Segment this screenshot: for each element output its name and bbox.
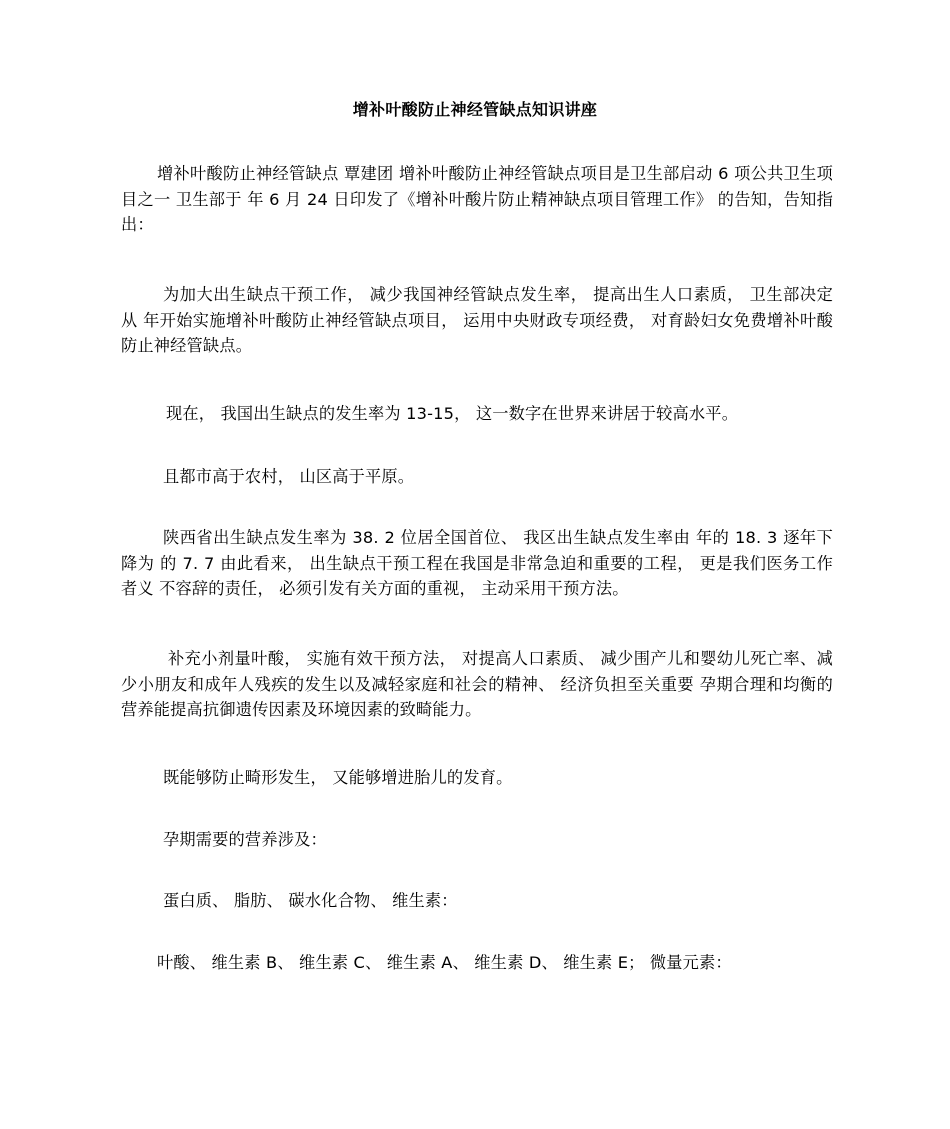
paragraph-city-rural: 且都市高于农村， 山区高于平原。	[163, 467, 415, 486]
document-title: 增补叶酸防止神经管缺点知识讲座	[352, 100, 598, 119]
paragraph-intro: 增补叶酸防止神经管缺点 覃建团 增补叶酸防止神经管缺点项目是卫生部启动 6 项公共卫生项目之一 卫生部于 年 6 月 24 日印发了《增补叶酸片防止精神缺点项目管理工作》 的告知，告知指出：	[121, 164, 833, 234]
paragraph-current-rate: 现在， 我国出生缺点的发生率为 13-15， 这一数字在世界来讲居于较高水平。	[166, 404, 739, 423]
paragraph-project-decision: 为加大出生缺点干预工作， 减少我国神经管缺点发生率， 提高出生人口素质， 卫生部决定从 年开始实施增补叶酸防止神经管缺点项目， 运用中央财政专项经费， 对育龄妇女免费增补叶酸防止神经管缺点。	[121, 285, 833, 355]
paragraph-vitamins: 叶酸、 维生素 B、 维生素 C、 维生素 A、 维生素 D、 维生素 E； 微量元素：	[157, 953, 732, 972]
paragraph-folic-acid: 补充小剂量叶酸， 实施有效干预方法， 对提高人口素质、 减少围产儿和婴幼儿死亡率、减少小朋友和成年人残疾的发生以及减轻家庭和社会的精神、 经济负担至关重要 孕期合理和均衡的营养能提高抗御遗传因素及环境因素的致畸能力。	[121, 649, 833, 719]
paragraph-nutrition-needed: 孕期需要的营养涉及：	[163, 830, 327, 849]
paragraph-macronutrients: 蛋白质、 脂肪、 碳水化合物、 维生素：	[163, 891, 458, 910]
paragraph-shaanxi: 陕西省出生缺点发生率为 38. 2 位居全国首位、 我区出生缺点发生率由 年的 18. 3 逐年下降为 的 7. 7 由此看来， 出生缺点干预工程在我国是非常急迫和重要的工程， 更是我们医务工作者义 不容辞的责任， 必须引发有关方面的重视， 主动采用干预方法。	[121, 528, 833, 598]
paragraph-prevent-deformity: 既能够防止畸形发生， 又能够增进胎儿的发育。	[163, 768, 513, 787]
